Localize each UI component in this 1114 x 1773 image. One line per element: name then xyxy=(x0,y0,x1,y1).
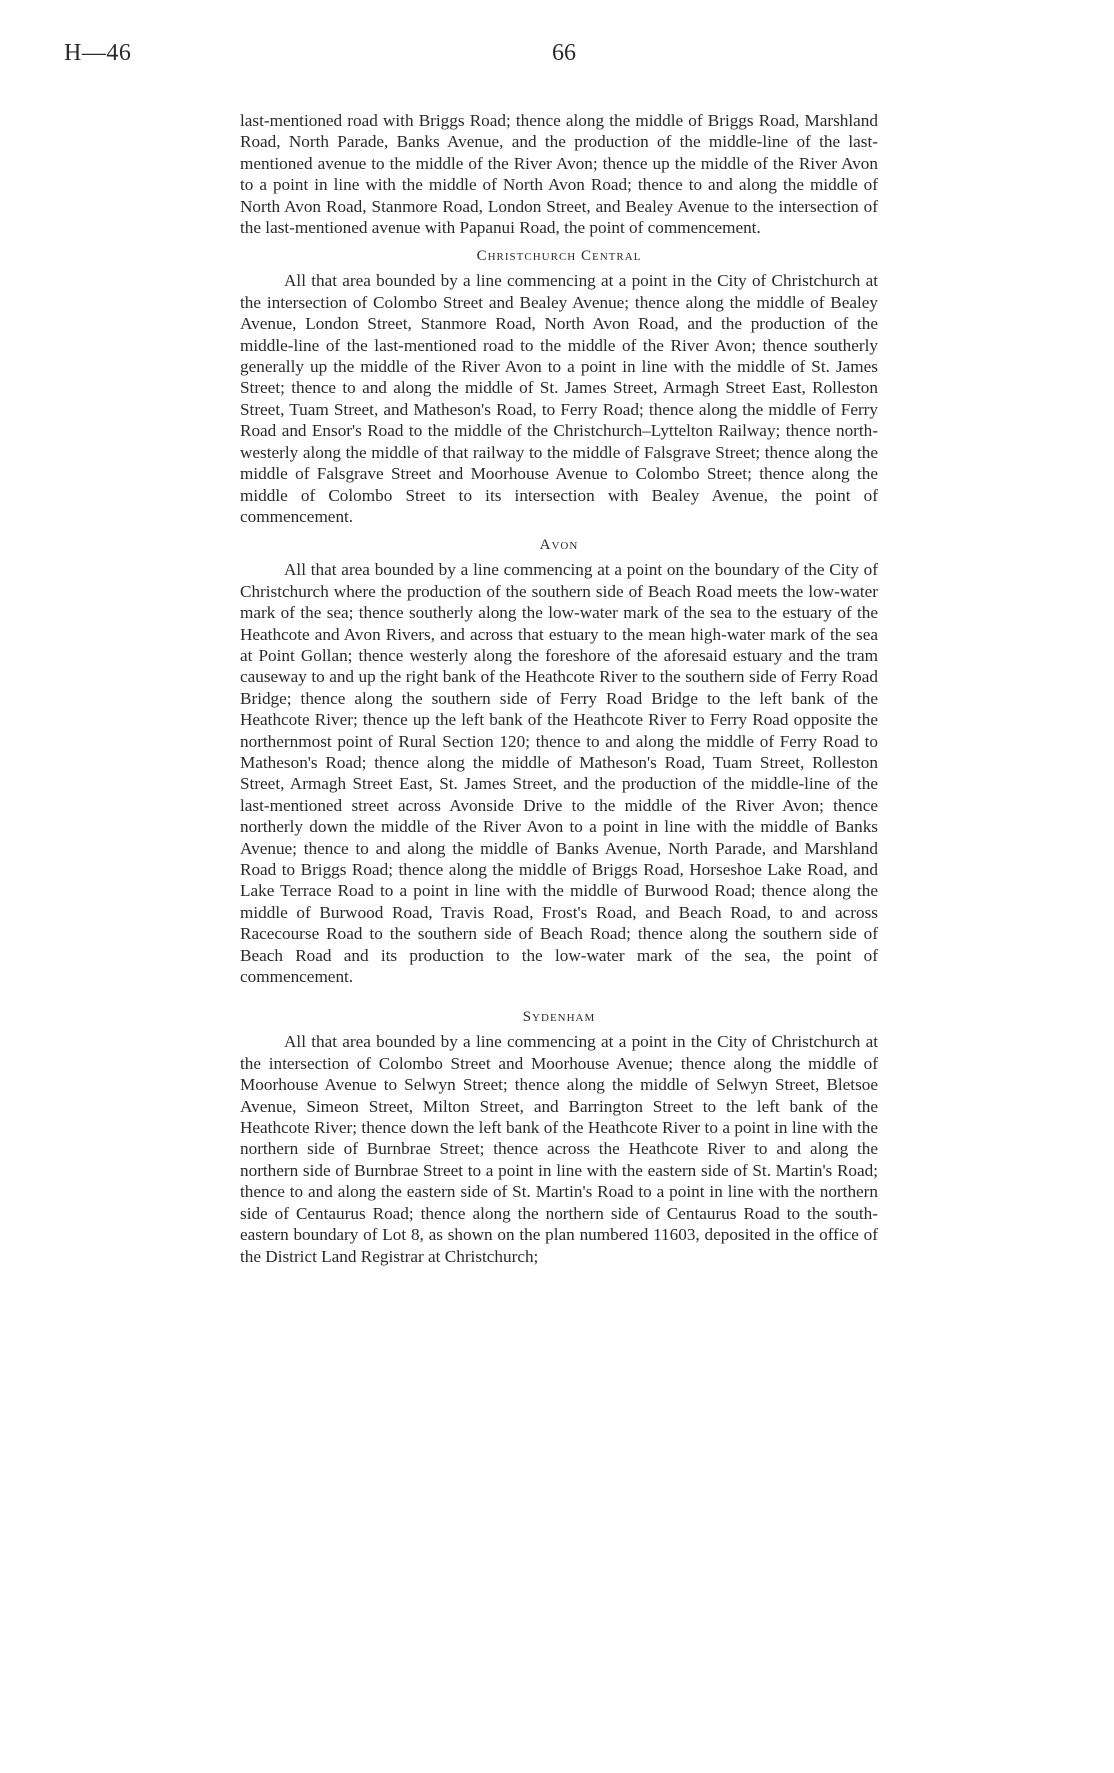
christchurch-central-paragraph: All that area bounded by a line commencing at a point in the City of Christchurch at the intersection of Colombo Street and Bealey Avenue; thence along the middle of Bealey Avenue, London Street, Stanmore Road, North Avon Road, and the production of the middle-line of the last-mentioned road to the middle of the River Avon; thence southerly generally up the middle of the River Avon to a point in line with the middle of St. James Street; thence to and along the middle of St. James Street, Armagh Street East, Rolleston Street, Tuam Street, and Matheson's Road, to Ferry Road; thence along the middle of Ferry Road and Ensor's Road to the middle of the Christchurch–Lyttelton Railway; thence north-westerly along the middle of that railway to the middle of Falsgrave Street; thence along the middle of Falsgrave Street and Moorhouse Avenue to Colombo Street; thence along the middle of Colombo Street to its intersection with Bealey Avenue, the point of commencement. xyxy=(240,271,878,526)
document-body xyxy=(240,110,878,1760)
section-heading-sydenham: Sydenham xyxy=(522,1009,596,1026)
page-header xyxy=(0,40,1114,80)
document-reference: H—46 xyxy=(64,40,132,66)
continuation-paragraph: last-mentioned road with Briggs Road; thence along the middle of Briggs Road, Marshland Road, North Parade, Banks Avenue, and the production of the middle-line of the last-mentioned avenue to the middle of the River Avon; thence up the middle of the River Avon to a point in line with the middle of North Avon Road; thence to and along the middle of North Avon Road, Stanmore Road, London Street, and Bealey Avenue to the intersection of the last-mentioned avenue with Papanui Road, the point of commencement. xyxy=(240,111,878,238)
section-heading-avon: Avon xyxy=(539,537,579,554)
page-number: 66 xyxy=(552,40,576,66)
avon-paragraph: All that area bounded by a line commencing at a point on the boundary of the City of Christchurch where the production of the southern side of Beach Road meets the low-water mark of the sea; thence southerly along the low-water mark of the sea to the estuary of the Heathcote and Avon Rivers, and across that estuary to the mean high-water mark of the sea at Point Gollan; thence westerly along the foreshore of the aforesaid estuary and the tram causeway to and up the right bank of the Heathcote River to the southern side of Ferry Road Bridge; thence along the southern side of Ferry Road Bridge to the left bank of the Heathcote River; thence up the left bank of the Heathcote River to Ferry Road opposite the northernmost point of Rural Section 120; thence to and along the middle of Ferry Road to Matheson's Road; thence along the middle of Matheson's Road, Tuam Street, Rolleston Street, Armagh Street East, St. James Street, and the production of the middle-line of the last-mentioned street across Avonside Drive to the middle of the River Avon; thence northerly down the middle of the River Avon to a point in line with the middle of Banks Avenue; thence to and along the middle of Banks Avenue, North Parade, and Marshland Road to Briggs Road; thence along the middle of Briggs Road, Horseshoe Lake Road, and Lake Terrace Road to a point in line with the middle of Burwood Road; thence along the middle of Burwood Road, Travis Road, Frost's Road, and Beach Road, to and across Racecourse Road to the southern side of Beach Road; thence along the southern side of Beach Road and its production to the low-water mark of the sea, the point of commencement. xyxy=(240,560,878,987)
section-heading-christchurch-central: Christchurch Central xyxy=(476,248,642,265)
sydenham-paragraph: All that area bounded by a line commencing at a point in the City of Christchurch at the intersection of Colombo Street and Moorhouse Avenue; thence along the middle of Moorhouse Avenue to Selwyn Street; thence along the middle of Selwyn Street, Bletsoe Avenue, Simeon Street, Milton Street, and Barrington Street to the left bank of the Heathcote River; thence down the left bank of the Heathcote River to a point in line with the northern side of Burnbrae Street; thence across the Heathcote River to and along the northern side of Burnbrae Street to a point in line with the eastern side of St. Martin's Road; thence to and along the eastern side of St. Martin's Road to a point in line with the northern side of Centaurus Road; thence along the northern side of Centaurus Road to the south-eastern boundary of Lot 8, as shown on the plan numbered 11603, deposited in the office of the District Land Registrar at Christchurch; xyxy=(240,1032,878,1266)
